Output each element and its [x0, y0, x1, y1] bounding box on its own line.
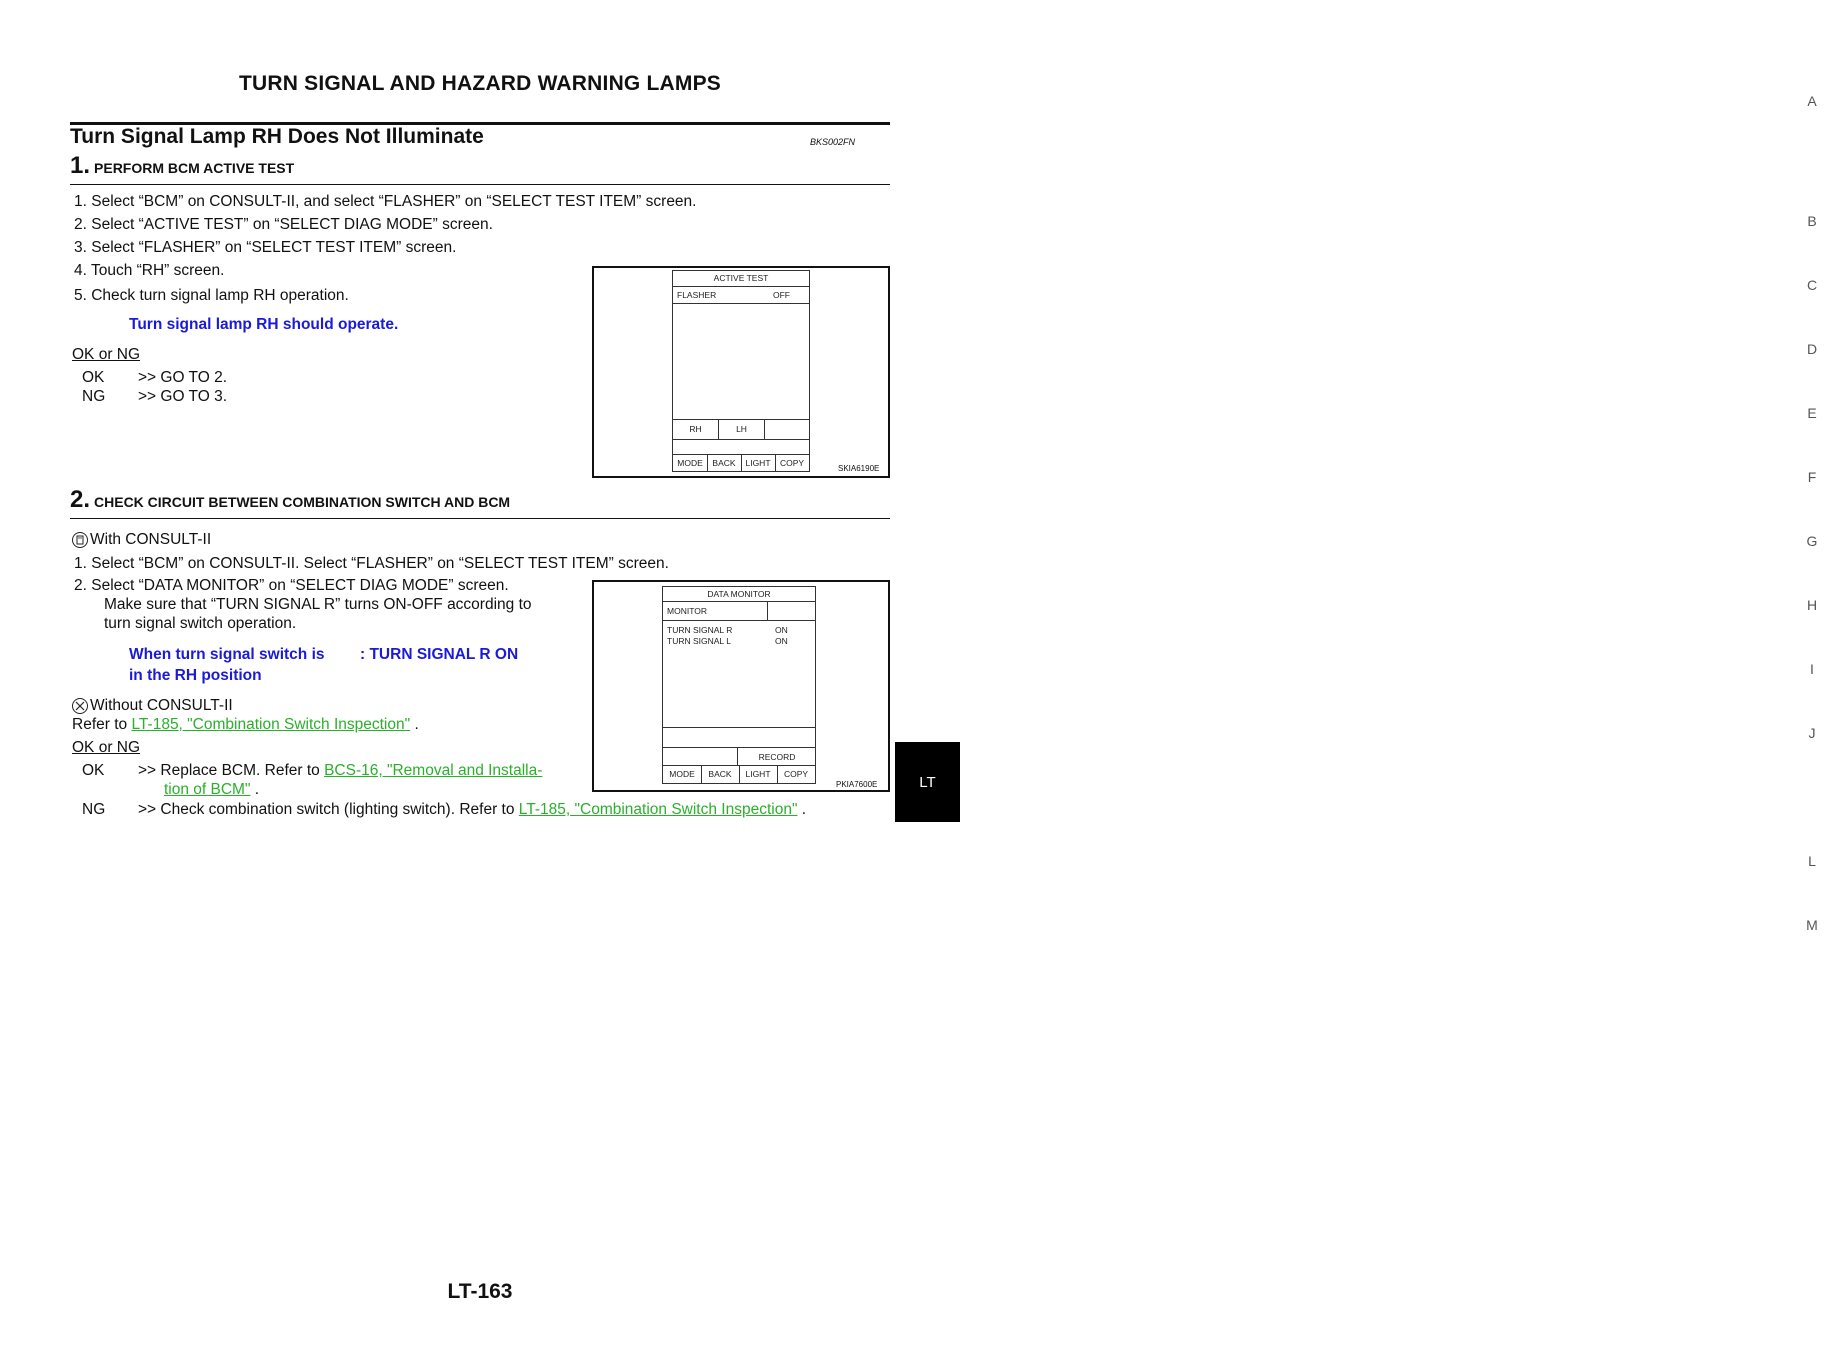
step-1-ng-text: >> GO TO 3.: [138, 388, 228, 405]
step-2-ng-line: [138, 801, 806, 819]
active-test-button-row: [673, 419, 809, 440]
step-2-ng-suffix: .: [801, 801, 807, 818]
refer-suffix: .: [414, 716, 419, 733]
side-index-tabs: [890, 0, 1818, 1358]
side-tab-i[interactable]: I: [1810, 661, 1814, 677]
active-test-item: FLASHER: [677, 290, 717, 300]
step-1-spec: Turn signal lamp RH should operate.: [129, 316, 399, 333]
figure-1-code: SKIA6190E: [838, 464, 880, 473]
step-2-rule: [70, 518, 890, 519]
step-1-rule: [70, 184, 890, 185]
step-1-ok-ng-label: OK or NG: [72, 346, 141, 363]
rh-button[interactable]: RH: [673, 420, 719, 439]
page-number: LT-163: [447, 1280, 513, 1303]
side-tab-g[interactable]: G: [1806, 533, 1818, 549]
monitor-row-label-2: TURN SIGNAL L: [667, 636, 731, 646]
side-tab-j[interactable]: J: [1808, 725, 1816, 741]
step-2-ok-line-2: [164, 781, 259, 799]
step-2-item-2-cont-2: turn signal switch operation.: [104, 615, 297, 632]
figure-2-code: PKIA7600E: [836, 780, 878, 789]
step-2-ok-ng-label: OK or NG: [72, 739, 141, 756]
step-2-number: 2.: [70, 486, 91, 513]
copy-button-2[interactable]: COPY: [783, 769, 809, 779]
lt-185-link[interactable]: LT-185, "Combination Switch Inspection": [518, 801, 798, 818]
step-2-heading: [70, 486, 510, 514]
side-tab-m[interactable]: M: [1806, 917, 1818, 933]
step-1-heading: [70, 152, 294, 180]
page-header-title: TURN SIGNAL AND HAZARD WARNING LAMPS: [238, 72, 722, 95]
step-2-ok-suffix: .: [254, 781, 260, 798]
mode-button-2[interactable]: MODE: [663, 766, 702, 783]
step-1-item-3: 3. Select “FLASHER” on “SELECT TEST ITEM” screen.: [74, 239, 457, 256]
step-2-spec-left-2: in the RH position: [129, 667, 262, 684]
step-2-item-2-cont-1: Make sure that “TURN SIGNAL R” turns ON-OFF according to: [104, 596, 532, 613]
step-1-ng-code: NG: [82, 388, 106, 405]
step-1-item-5: 5. Check turn signal lamp RH operation.: [74, 287, 349, 304]
side-tab-b[interactable]: B: [1807, 213, 1817, 229]
monitor-row-value-2: ON: [775, 636, 788, 646]
data-monitor-header-row: [663, 602, 815, 621]
lh-button[interactable]: LH: [719, 420, 765, 439]
active-test-footer: [673, 454, 809, 472]
active-test-screen: [672, 270, 810, 472]
bcs-16-link[interactable]: BCS-16, "Removal and Installa-: [324, 762, 543, 779]
side-tab-lt-active[interactable]: LT: [895, 742, 960, 822]
without-consult-line: [72, 697, 233, 715]
step-2-ng-prefix: >> Check combination switch (lighting switch). Refer to: [138, 801, 515, 818]
side-tab-l[interactable]: L: [1808, 853, 1816, 869]
light-button-2[interactable]: LIGHT: [739, 766, 778, 783]
side-tab-h[interactable]: H: [1806, 597, 1818, 613]
active-test-row: [673, 287, 809, 304]
header-divider: [767, 602, 768, 620]
with-consult-label: With CONSULT-II: [90, 531, 212, 548]
no-consult-icon: [72, 698, 88, 714]
refer-line: [72, 716, 419, 734]
bcs-16-link-cont[interactable]: tion of BCM": [164, 781, 251, 798]
data-monitor-footer: [663, 765, 815, 783]
step-2-ng-code: NG: [82, 801, 106, 818]
side-tab-e[interactable]: E: [1807, 405, 1817, 421]
data-monitor-title: DATA MONITOR: [663, 587, 815, 602]
side-tab-c[interactable]: C: [1806, 277, 1818, 293]
step-2-item-1: 1. Select “BCM” on CONSULT-II. Select “FLASHER” on “SELECT TEST ITEM” screen.: [74, 555, 669, 572]
screen-divider-1: [663, 727, 815, 728]
mode-button[interactable]: MODE: [673, 455, 708, 472]
data-monitor-header: MONITOR: [667, 606, 707, 616]
step-2-ok-line-1: [138, 762, 542, 780]
step-1-item-4: 4. Touch “RH” screen.: [74, 262, 225, 279]
without-consult-label: Without CONSULT-II: [90, 697, 233, 714]
step-1-item-2: 2. Select “ACTIVE TEST” on “SELECT DIAG MODE” screen.: [74, 216, 493, 233]
section-title: Turn Signal Lamp RH Does Not Illuminate: [70, 125, 484, 148]
active-test-value: OFF: [773, 290, 790, 300]
step-2-item-2: 2. Select “DATA MONITOR” on “SELECT DIAG MODE” screen.: [74, 577, 509, 594]
step-2-spec-right: : TURN SIGNAL R ON: [360, 646, 519, 663]
active-test-title: ACTIVE TEST: [673, 271, 809, 287]
monitor-row-value-1: ON: [775, 625, 788, 635]
data-monitor-screen: [662, 586, 816, 784]
step-2-ok-code: OK: [82, 762, 105, 779]
step-2-spec-left-1: When turn signal switch is: [129, 646, 325, 663]
step-1-ok-text: >> GO TO 2.: [138, 369, 228, 386]
section-code: BKS002FN: [810, 137, 856, 147]
monitor-row-label-1: TURN SIGNAL R: [667, 625, 733, 635]
step-2-ok-prefix: >> Replace BCM. Refer to: [138, 762, 320, 779]
refer-link-lt-185[interactable]: LT-185, "Combination Switch Inspection": [131, 716, 411, 733]
refer-prefix: Refer to: [72, 716, 128, 733]
step-1-item-1: 1. Select “BCM” on CONSULT-II, and select “FLASHER” on “SELECT TEST ITEM” screen.: [74, 193, 697, 210]
side-tab-d[interactable]: D: [1806, 341, 1818, 357]
figure-data-monitor: [592, 580, 890, 792]
side-tab-f[interactable]: F: [1807, 469, 1817, 485]
step-1-heading-text: PERFORM BCM ACTIVE TEST: [94, 160, 295, 176]
consult-icon: [72, 532, 88, 548]
step-1-ok-code: OK: [82, 369, 105, 386]
back-button-2[interactable]: BACK: [701, 766, 740, 783]
back-button[interactable]: BACK: [707, 455, 742, 472]
step-1-number: 1.: [70, 152, 91, 179]
record-row: [663, 747, 815, 766]
side-tab-a[interactable]: A: [1807, 93, 1817, 109]
light-button[interactable]: LIGHT: [741, 455, 776, 472]
record-button[interactable]: RECORD: [737, 748, 816, 766]
step-2-heading-text: CHECK CIRCUIT BETWEEN COMBINATION SWITCH AND BCM: [94, 494, 511, 510]
with-consult-line: [72, 531, 211, 549]
copy-button[interactable]: COPY: [779, 458, 805, 468]
figure-active-test: [592, 266, 890, 478]
